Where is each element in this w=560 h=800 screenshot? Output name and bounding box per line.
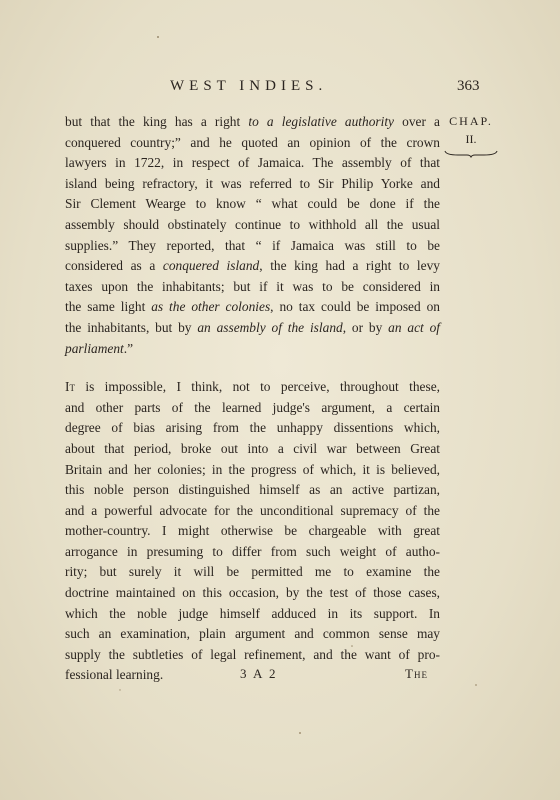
signature-mark: 3 A 2	[240, 666, 278, 681]
text-run: taxes upon the inhabitants; but if it was to be considered in	[65, 278, 440, 294]
italic-text: parliament	[65, 340, 124, 356]
italic-text: to a legislative authority	[248, 114, 394, 129]
text-line	[65, 256, 440, 277]
margin-note-chap: CHAP.	[449, 114, 493, 128]
paragraph	[65, 377, 440, 686]
text-line	[65, 339, 440, 360]
text-line	[65, 318, 440, 339]
brace-ornament-icon	[444, 150, 498, 158]
text-line	[65, 215, 440, 236]
text-run: this noble person distinguished himself as an active partizan,	[65, 482, 440, 498]
text-run: such an examination, plain argument and common sense may	[65, 626, 440, 642]
text-run: lawyers in 1722, in respect of Jamaica. The assembly of that	[65, 155, 440, 171]
text-run: and other parts of the learned judge's argument, a certain	[65, 399, 440, 415]
text-line	[65, 460, 440, 481]
text-line	[65, 604, 440, 625]
text-line	[65, 624, 440, 645]
text-run: degree of bias arising from the unhappy dissentions which,	[65, 420, 440, 436]
margin-note-number: II.	[465, 132, 477, 146]
text-run: fessional learning.	[65, 667, 164, 683]
text-line	[65, 153, 440, 174]
text-run: island being refractory, it was referred to Sir Philip Yorke and	[65, 175, 440, 191]
text-run: is impossible, I think, not to perceive, throughout these,	[74, 379, 440, 395]
text-run: the same light	[65, 299, 152, 315]
text-line	[65, 194, 440, 215]
text-run: , the king had a right to levy	[259, 258, 440, 274]
text-run: It	[65, 379, 75, 395]
italic-text: an act of	[388, 319, 440, 335]
text-line	[65, 501, 440, 522]
text-line	[65, 398, 440, 419]
text-run: Britain and her colonies; in the progress of which, it is believed,	[65, 461, 440, 477]
text-line	[65, 236, 440, 257]
text-run: Sir Clement Wearge to know “ what could be done if the	[65, 196, 440, 212]
text-line	[65, 480, 440, 501]
text-run: rity; but surely it will be permitted me to examine the	[65, 564, 440, 580]
text-run: about that period, broke out into a civil war between Great	[65, 440, 440, 456]
text-run: assembly should obstinately continue to withhold all the usual	[65, 216, 440, 232]
text-run: mother-country. I might otherwise be chargeable with great	[65, 523, 440, 539]
paragraph	[65, 112, 440, 359]
text-line	[65, 133, 440, 154]
text-line	[65, 542, 440, 563]
italic-text: conquered island	[162, 258, 260, 274]
text-run: the inhabitants, but by	[65, 319, 198, 335]
body-text	[65, 112, 440, 686]
running-head: WEST INDIES.	[170, 78, 328, 94]
text-line	[65, 439, 440, 460]
text-line	[65, 297, 440, 318]
text-run: and a powerful advocate for the unconditional supremacy of the	[65, 502, 440, 518]
text-line	[65, 277, 440, 298]
text-line	[65, 583, 440, 604]
text-run: but that the king has a right	[65, 114, 249, 129]
text-run: supplies.” They reported, that “ if Jamaica was still to be	[65, 237, 440, 253]
text-run: supply the subtleties of legal refinement, and the want of pro-	[65, 646, 440, 662]
text-line	[65, 377, 440, 398]
text-run: , or by	[342, 319, 389, 335]
text-line	[65, 174, 440, 195]
text-run: over a	[394, 114, 440, 129]
page-number: 363	[457, 78, 480, 94]
text-run: arrogance in presuming to differ from such weight of autho-	[65, 543, 440, 559]
text-run: doctrine maintained on this occasion, by the test of those cases,	[65, 585, 440, 601]
text-run: which the noble judge himself adduced in its support. In	[65, 605, 440, 621]
text-run: considered as a	[65, 258, 163, 274]
italic-text: as the other colonies	[151, 299, 271, 315]
text-run: , no tax could be imposed on	[270, 299, 441, 315]
catchword: The	[405, 666, 428, 681]
text-line	[65, 562, 440, 583]
text-line	[65, 112, 440, 133]
text-line	[65, 645, 440, 666]
text-line	[65, 418, 440, 439]
text-run: conquered country;” and he quoted an opinion of the crown	[65, 134, 440, 150]
text-line	[65, 521, 440, 542]
chapter-margin-note	[440, 112, 502, 158]
italic-text: an assembly of the island	[197, 319, 343, 335]
text-run: .”	[123, 340, 134, 356]
